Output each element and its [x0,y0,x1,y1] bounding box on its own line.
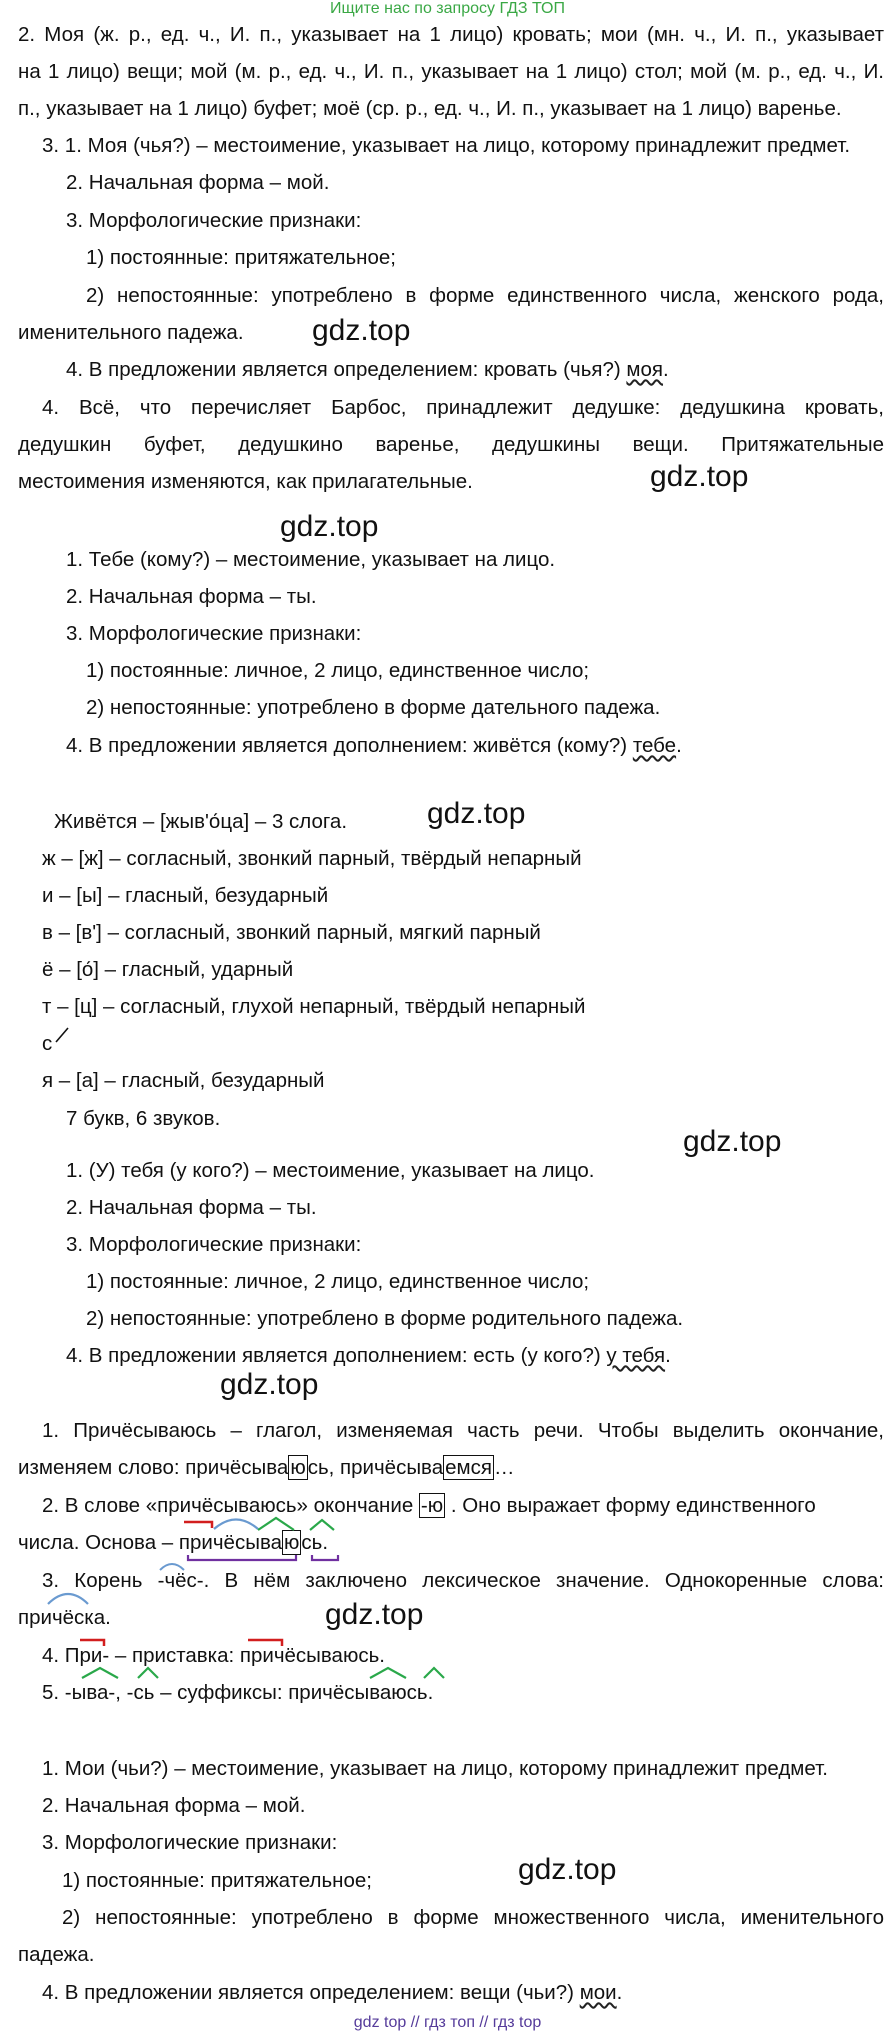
watermark-2: gdz.top [650,460,749,493]
p2-line-3: п., указывает на 1 лицо) буфет; моё (ср. р., ед. ч., И. п., указывает на 1 лицо) варенье. [18,97,842,120]
watermark-6: gdz.top [220,1368,319,1401]
moi-line-3: 3. Морфологические признаки: [42,1831,338,1854]
stem-ending-box: ю [284,1531,300,1554]
moi-line-1: 1. Мои (чьи?) – местоимение, указывает на лицо, которому принадлежит предмет. [42,1757,828,1780]
phon-row-t: т – [ц] – согласный, глухой непарный, твёрдый непарный [42,995,586,1018]
p3-line-5: 2) непостоянные: употреблено в форме единственного числа, женского рода, [86,284,884,307]
phon-row-v: в – [в'] – согласный, звонкий парный, мягкий парный [42,921,541,944]
word-moi: мои [579,1981,617,2004]
verb-line-5: 3. Корень -чёс-. В нём заключено лексическое значение. Однокоренные слова: [42,1569,884,1592]
suffix-mark-6 [424,1668,444,1678]
word-moya: моя [626,358,664,381]
moi-line-5: 2) непостоянные: употреблено в форме множественного числа, именительного [62,1906,884,1929]
top-banner[interactable]: Ищите нас по запросу ГДЗ ТОП [330,0,565,17]
phon-row-i: и – [ы] – гласный, безударный [42,884,329,907]
tebya-line-6-text: 4. В предложении является дополнением: есть (у кого?) [66,1344,607,1367]
p4-line-3: местоимения изменяются, как прилагательные. [18,470,473,493]
moi-line-7-text: 4. В предложении является определением: вещи (чьи?) [42,1981,580,2004]
phon-head: Живётся – [жыв'о́ца] – 3 слога. [54,810,348,833]
watermark-4: gdz.top [427,797,526,830]
tebya-line-2: 2. Начальная форма – ты. [66,1196,317,1219]
watermark-5: gdz.top [683,1125,782,1158]
verb-line-3-a: 2. В слове «причёсываюсь» окончание [42,1494,419,1517]
verb-line-1: 1. Причёсываюсь – глагол, изменяемая часть речи. Чтобы выделить окончание, [42,1419,884,1442]
p3-line-4: 1) постоянные: притяжательное; [86,246,396,269]
verb-line-7: 4. При- – приставка: причёсываюсь. [42,1644,385,1667]
moi-line-4: 1) постоянные: притяжательное; [62,1869,372,1892]
moi-line-7-end: . [616,1981,623,2004]
phon-row-s: с [42,1032,53,1055]
p3-line-2: 2. Начальная форма – мой. [66,171,330,194]
tebe-line-6-end: . [676,734,682,757]
phon-s-slash [56,1028,68,1042]
watermark-1: gdz.top [312,314,411,347]
p3-line-3: 3. Морфологические признаки: [66,209,362,232]
tebe-line-6-text: 4. В предложении является дополнением: живётся (кому?) [66,734,633,757]
ending-box-yu: ю [290,1456,306,1479]
verb-line-2-e: … [493,1456,515,1479]
word-u-tebya: у тебя [606,1344,666,1367]
verb-line-2-c: сь, причёсыва [307,1456,444,1479]
tebya-line-6-end: . [665,1344,671,1367]
tebe-line-2: 2. Начальная форма – ты. [66,585,317,608]
p3-line-7-end: . [663,358,669,381]
tebe-line-3: 3. Морфологические признаки: [66,622,362,645]
moi-line-6: падежа. [18,1943,95,1966]
ending-box-dash-yu: -ю [420,1494,444,1517]
prefix-mark-1 [184,1522,212,1528]
p4-line-2: дедушкин буфет, дедушкино варенье, дедушкины вещи. Притяжательные [18,433,884,456]
stem-mark-b [312,1555,338,1560]
tebe-line-4: 1) постоянные: личное, 2 лицо, единственное число; [86,659,590,682]
phon-summary: 7 букв, 6 звуков. [66,1107,221,1130]
p3-line-7-text: 4. В предложении является определением: кровать (чья?) [66,358,627,381]
root-mark-1 [214,1520,258,1530]
moi-line-2: 2. Начальная форма – мой. [42,1794,306,1817]
tebe-line-5: 2) непостоянные: употреблено в форме дательного падежа. [86,696,661,719]
tebya-line-3: 3. Морфологические признаки: [66,1233,362,1256]
verb-line-3-c: . Оно выражает форму единственного [445,1494,816,1517]
watermark-8: gdz.top [518,1853,617,1886]
p2-line-2: на 1 лицо) вещи; мой (м. р., ед. ч., И. п., указывает на 1 лицо) стол; мой (м. р., ед. ч., И. [18,60,884,83]
stem-mark-a [188,1555,296,1560]
tebya-line-1: 1. (У) тебя (у кого?) – местоимение, указывает на лицо. [66,1159,595,1182]
watermark-3: gdz.top [280,510,379,543]
verb-line-2-a: изменяем слово: причёсыва [18,1456,289,1479]
verb-line-4-a: числа. Основа – [18,1531,179,1554]
ending-box-emsya: емся [445,1456,492,1479]
phon-row-yo: ё – [о́] – гласный, ударный [42,958,294,981]
phon-row-zh: ж – [ж] – согласный, звонкий парный, твёрдый непарный [42,847,582,870]
verb-line-8: 5. -ыва-, -сь – суффиксы: причёсываюсь. [42,1681,434,1704]
root-mark-2 [48,1594,88,1604]
tebya-line-5: 2) непостоянные: употреблено в форме родительного падежа. [86,1307,684,1330]
verb-line-6: причёска. [18,1606,111,1629]
tebya-line-4: 1) постоянные: личное, 2 лицо, единственное число; [86,1270,590,1293]
phon-row-ya: я – [а] – гласный, безударный [42,1069,325,1092]
p3-line-1: 3. 1. Моя (чья?) – местоимение, указывает на лицо, которому принадлежит предмет. [42,134,851,157]
verb-line-4-d: сь. [301,1531,329,1554]
suffix-mark-1 [258,1518,294,1530]
word-tebe: тебе [632,734,677,757]
watermark-7: gdz.top [325,1598,424,1631]
root-mark-3 [160,1564,184,1570]
prefix-mark-2 [80,1640,104,1646]
stem-word: причёсыва [178,1531,283,1554]
footer-links[interactable]: gdz top // гдз топ // гдз top [353,2014,542,2031]
prefix-mark-3 [248,1640,282,1646]
suffix-mark-4 [138,1668,158,1678]
suffix-mark-5 [370,1668,406,1678]
tebe-line-1: 1. Тебе (кому?) – местоимение, указывает на лицо. [66,548,556,571]
p3-line-6: именительного падежа. [18,321,244,344]
suffix-mark-3 [82,1668,118,1678]
p4-line-1: 4. Всё, что перечисляет Барбос, принадлежит дедушке: дедушкина кровать, [42,396,884,419]
p2-line-1: 2. Моя (ж. р., ед. ч., И. п., указывает на 1 лицо) кровать; мои (мн. ч., И. п., указывает [18,23,884,46]
suffix-mark-2 [310,1520,334,1530]
